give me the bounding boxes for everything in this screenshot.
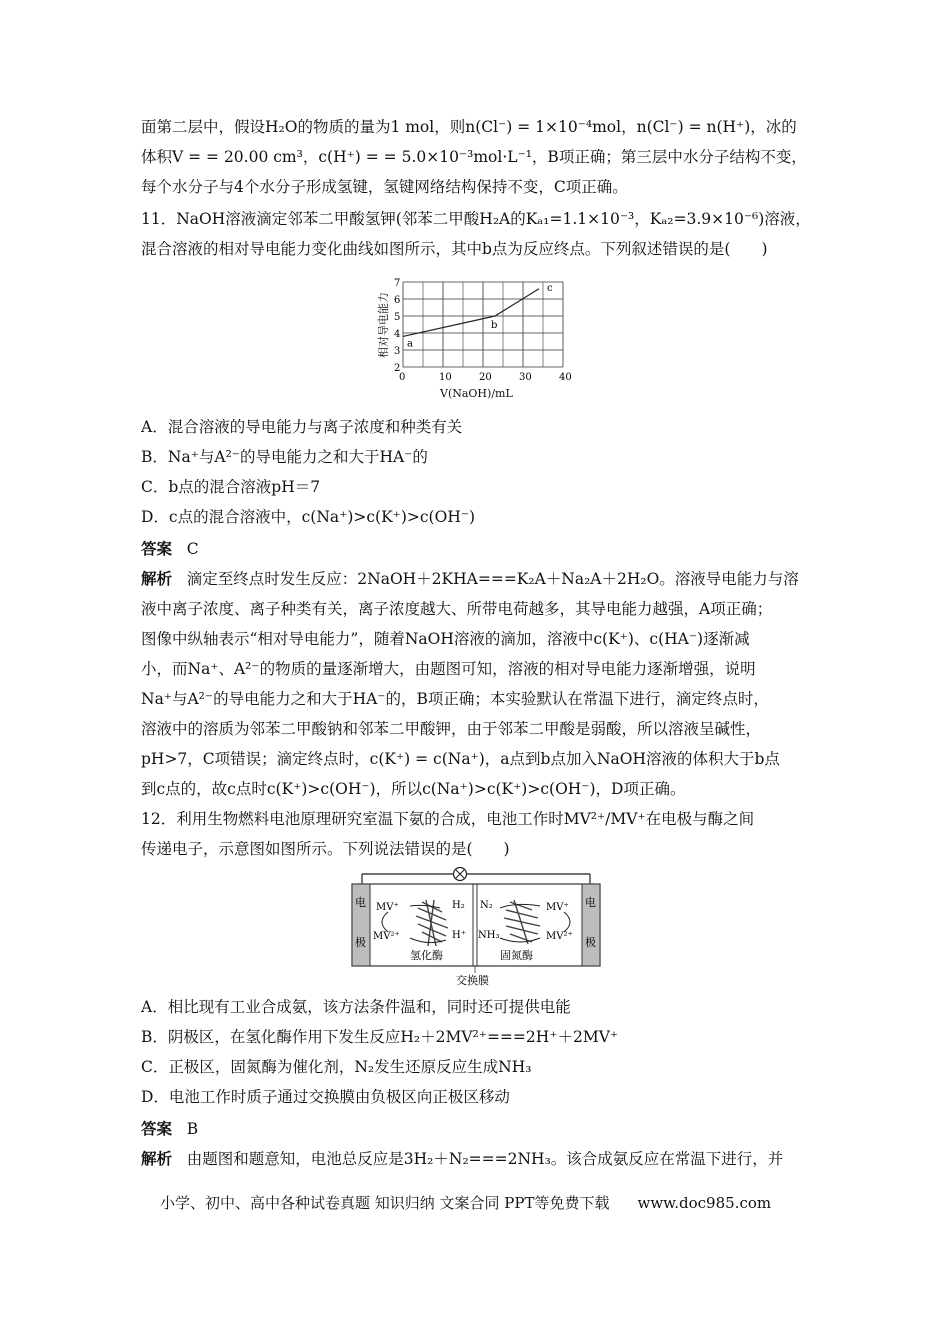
q11-analysis-6: 溶液中的溶质为邻苯二甲酸钠和邻苯二甲酸钾，由于邻苯二甲酸是弱酸，所以溶液呈碱性，	[141, 720, 762, 738]
chart-point-label-b: b	[491, 320, 498, 331]
q11-stem-2: 混合溶液的相对导电能力变化曲线如图所示，其中b点为反应终点。下列叙述错误的是( )	[141, 240, 768, 258]
chart-point-label-a: a	[407, 338, 413, 350]
q11-option-d: D．c点的混合溶液中，c(Na⁺)>c(K⁺)>c(OH⁻)	[141, 508, 476, 526]
q11-analysis-8: 到c点的，故c点时c(K⁺)>c(OH⁻)，所以c(Na⁺)>c(K⁺)>c(OH⁻)，D项正确。	[141, 780, 686, 798]
q12-option-b: B．阴极区，在氢化酶作用下发生反应H₂＋2MV²⁺===2H⁺＋2MV⁺	[141, 1028, 619, 1046]
chart-y-tick-label: 6	[394, 295, 401, 306]
q11-analysis-1	[141, 568, 821, 590]
q11-stem-1: 11．NaOH溶液滴定邻苯二甲酸氢钾(邻苯二甲酸H₂A的Kₐ₁=1.1×10⁻³，Kₐ₂=3.9×10⁻⁶)溶液，	[141, 210, 811, 228]
page-footer	[160, 1192, 771, 1213]
lamp-icon	[454, 868, 467, 881]
q11-answer-label: 答案	[141, 539, 173, 558]
q12-option-a: A．相比现有工业合成氨，该方法条件温和，同时还可提供电能	[141, 998, 571, 1016]
q12-answer-label: 答案	[141, 1119, 173, 1138]
q11-option-c: C．b点的混合溶液pH＝7	[141, 478, 321, 496]
q11-analysis-7: pH>7，C项错误；滴定终点时，c(K⁺) = c(Na⁺)，a点到b点加入NaOH溶液的体积大于b点	[141, 750, 780, 768]
q12-stem-1: 12．利用生物燃料电池原理研究室温下氨的合成，电池工作时MV²⁺/MV⁺在电极与酶之间	[141, 810, 755, 828]
chart-y-tick-label: 3	[394, 346, 401, 357]
q12-option-c: C．正极区，固氮酶为催化剂，N₂发生还原反应生成NH₃	[141, 1058, 532, 1076]
intro-line-3: 每个水分子与4个水分子形成氢键，氢键网络结构保持不变，C项正确。	[141, 178, 628, 196]
chart-x-tick-label: 0	[399, 372, 406, 383]
q12-analysis-1	[141, 1148, 821, 1170]
q11-analysis-5: Na⁺与A²⁻的导电能力之和大于HA⁻的，B项正确；本实验默认在常温下进行，滴定终点时，	[141, 690, 769, 708]
q12-stem-2: 传递电子，示意图如图所示。下列说法错误的是( )	[141, 840, 510, 858]
chart-y-tick-label: 5	[394, 312, 401, 323]
q12-answer	[141, 1118, 821, 1140]
footer-text: 小学、初中、高中各种试卷真题 知识归纳 文案合同 PPT等免费下载	[160, 1194, 610, 1212]
q12-option-d: D．电池工作时质子通过交换膜由负极区向正极区移动	[141, 1088, 510, 1106]
conductivity-chart	[365, 270, 585, 405]
q11-answer-value: C	[186, 540, 199, 558]
intro-line-1: 面第二层中，假设H₂O的物质的量为1 mol，则n(Cl⁻) = 1×10⁻⁴mol，n(Cl⁻) = n(H⁺)，冰的	[141, 118, 797, 136]
nitrogenase-label: 固氮酶	[500, 949, 533, 962]
chart-x-tick-label: 10	[439, 372, 452, 383]
h2-label: H₂	[452, 900, 465, 911]
h-plus-label: H⁺	[452, 930, 466, 941]
electrode-left-label-top: 电	[355, 896, 366, 909]
n2-label: N₂	[480, 900, 493, 911]
chart-x-tick-label: 30	[519, 372, 532, 383]
hydrogenase-label: 氢化酶	[410, 949, 443, 962]
chart-x-tick-label: 40	[559, 372, 572, 383]
right-mv-plus-label: MV⁺	[546, 902, 569, 913]
nh3-label: NH₃	[478, 930, 500, 941]
q11-analysis-4: 小，而Na⁺、A²⁻的物质的量逐渐增大，由题图可知，溶液的相对导电能力逐渐增强，说明	[141, 660, 756, 678]
chart-x-tick-label: 20	[479, 372, 492, 383]
footer-url[interactable]: www.doc985.com	[637, 1194, 772, 1212]
q12-answer-value: B	[186, 1120, 199, 1138]
chart-grid	[403, 282, 563, 367]
chart-xlabel: V(NaOH)/mL	[440, 387, 513, 400]
chart-y-tick-label: 4	[394, 329, 401, 340]
right-mv-2plus-label: MV²⁺	[546, 931, 573, 942]
q11-answer	[141, 538, 821, 560]
q11-analysis-text-1: 滴定至终点时发生反应：2NaOH＋2KHA===K₂A＋Na₂A＋2H₂O。溶液导电能力与溶	[186, 570, 799, 588]
left-mv-plus-label: MV⁺	[376, 902, 399, 913]
q12-analysis-text-1: 由题图和题意知，电池总反应是3H₂＋N₂===2NH₃。该合成氨反应在常温下进行，并	[186, 1150, 784, 1168]
electrode-left-label-bottom: 极	[355, 936, 366, 949]
q11-analysis-2: 液中离子浓度、离子种类有关，离子浓度越大、所带电荷越多，其导电能力越强，A项正确；	[141, 600, 773, 618]
chart-series-line	[403, 289, 539, 337]
left-mv-2plus-label: MV²⁺	[373, 931, 400, 942]
electrode-right-label-bottom: 极	[585, 936, 596, 949]
q11-option-b: B．Na⁺与A²⁻的导电能力之和大于HA⁻的	[141, 448, 428, 466]
q11-option-a: A．混合溶液的导电能力与离子浓度和种类有关	[141, 418, 463, 436]
chart-point-label-c: c	[547, 282, 553, 294]
chart-y-tick-label: 7	[394, 278, 401, 289]
electrode-right-label-top: 电	[585, 896, 596, 909]
q11-analysis-3: 图像中纵轴表示“相对导电能力”，随着NaOH溶液的滴加，溶液中c(K⁺)、c(HA⁻)逐渐减	[141, 630, 750, 648]
chart-y-tick-label: 2	[394, 363, 401, 374]
q12-analysis-label: 解析	[141, 1149, 173, 1168]
q11-analysis-label: 解析	[141, 569, 173, 588]
membrane-label: 交换膜	[456, 974, 489, 987]
chart-ylabel: 相对导电能力	[377, 292, 390, 358]
intro-line-2: 体积V = = 20.00 cm³，c(H⁺) = = 5.0×10⁻³mol·L⁻¹，B项正确；第三层中水分子结构不变，	[141, 148, 807, 166]
fuel-cell-diagram	[350, 866, 602, 988]
